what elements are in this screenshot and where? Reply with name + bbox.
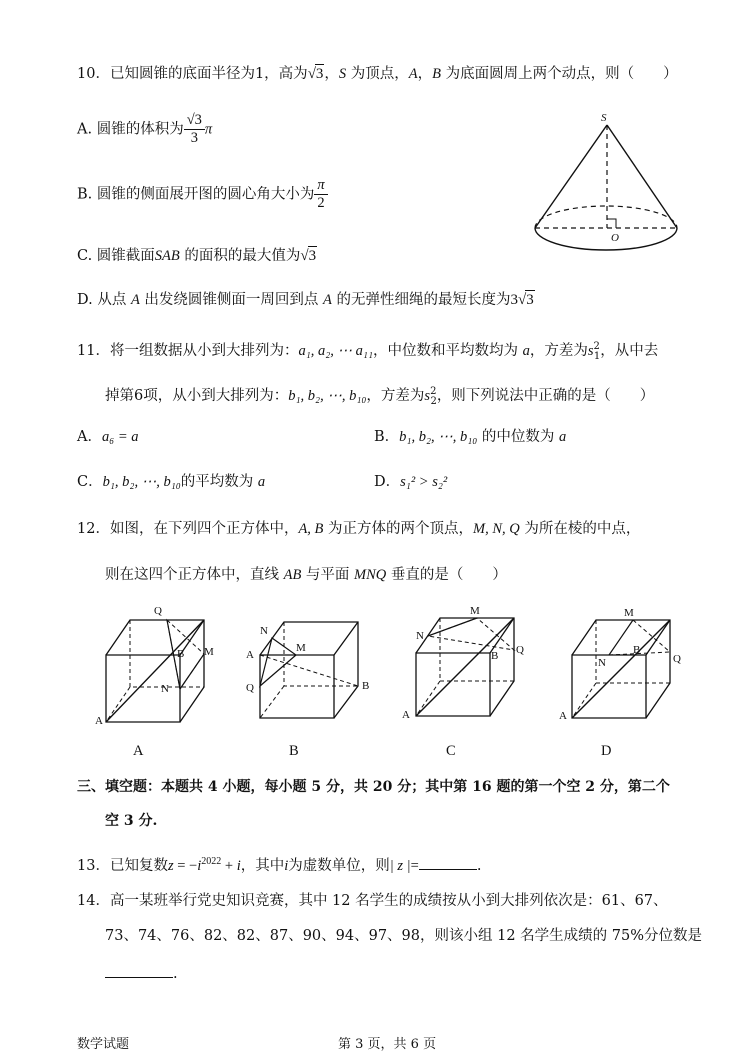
cube-c-caption: C — [446, 743, 456, 759]
cube-a-label-m: M — [204, 646, 214, 658]
cube-d-label-b: B — [633, 644, 641, 656]
section3-heading-line2: 空 3 分. — [105, 813, 158, 829]
q14-answer-line: . — [105, 961, 178, 983]
cube-a-caption: A — [133, 743, 144, 759]
cube-c-label-b: B — [491, 650, 499, 662]
cube-a-label-n: N — [161, 683, 169, 695]
cube-c-label-n: N — [416, 630, 424, 642]
footer-subject: 数学试题 — [77, 1037, 130, 1052]
cube-d-caption: D — [601, 743, 612, 759]
section3-heading: 三、填空题：本题共 4 小题，每小题 5 分，共 20 分；其中第 16 题的第一个空 2 分，第二个 — [77, 779, 670, 795]
q14-answer-blank[interactable] — [105, 961, 173, 978]
cube-b-label-m: M — [296, 642, 306, 654]
q12-stem: 12．如图，在下列四个正方体中，A, B 为正方体的两个顶点，M, N, Q 为所在棱的中点， — [77, 521, 641, 537]
q10-option-d: D. 从点 A 出发绕圆锥侧面一周回到点 A 的无弹性细绳的最短长度为3√3 — [77, 292, 534, 308]
q14-stem-line1: 14．高一某班举行党史知识竞赛，其中 12 名学生的成绩按从小到大排列依次是：61、67、 — [77, 893, 668, 909]
cube-d-label-n: N — [598, 657, 606, 669]
q12-stem-line2: 则在这四个正方体中，直线 AB 与平面 MNQ 垂直的是（ ） — [105, 567, 507, 583]
q11-option-c: C．b₁, b₂, ⋯, b₁₀的平均数为 a — [77, 474, 266, 490]
cube-a-label-a: A — [95, 715, 103, 727]
cube-b-label-a: A — [246, 649, 254, 661]
q11-stem-line2: 掉第6项，从小到大排列为：b₁, b₂, ⋯, b₁₀，方差为$s^2_2$，则下列说法中正确的是（ ） — [105, 386, 655, 407]
q11-stem: 11．将一组数据从小到大排列为：a₁, a₂, ⋯ a₁₁，中位数和平均数均为 a，方差为$s^2_1$，从中去 — [77, 341, 659, 362]
cube-b-label-q: Q — [246, 682, 254, 694]
q11-option-d: D．s₁² > s₂² — [374, 474, 448, 490]
q14-stem-line2: 73、74、76、82、82、87、90、94、97、98，则该小组 12 名学生成绩的 75%分位数是 — [105, 928, 703, 944]
cube-c-label-a: A — [402, 709, 410, 721]
cube-d-label-q: Q — [673, 653, 681, 665]
q11-option-a: A．a₆ = a — [77, 429, 139, 445]
cube-c-label-m: M — [470, 605, 480, 617]
cone-label-s: S — [601, 112, 607, 124]
cone-label-o: O — [611, 232, 619, 244]
cube-a-label-q: Q — [154, 605, 162, 617]
q10-stem: 10．已知圆锥的底面半径为1，高为√3，S 为顶点，A，B 为底面圆周上两个动点，则（ ） — [77, 66, 678, 82]
cube-d-label-m: M — [624, 607, 634, 619]
q10-option-b: B. 圆锥的侧面展开图的圆心角大小为 $\frac{\pi}{2}$ — [77, 177, 328, 212]
q10-option-c: C. 圆锥截面SAB 的面积的最大值为√3 — [77, 248, 317, 264]
cube-d-label-a: A — [559, 710, 567, 722]
cube-b-label-b: B — [362, 680, 370, 692]
cube-b-label-n: N — [260, 625, 268, 637]
q11-option-b: B．b₁, b₂, ⋯, b₁₀ 的中位数为 a — [374, 429, 567, 445]
q10-option-a: A. 圆锥的体积为 $\frac{√3}{3}$ π — [77, 112, 213, 146]
cube-c-label-q: Q — [516, 644, 524, 656]
q13-answer-blank[interactable] — [419, 869, 477, 870]
q13-stem: 13．已知复数$z = -i^{2022} + i$，其中i为虚数单位，则| z |= . — [77, 856, 482, 874]
cube-b-caption: B — [289, 743, 299, 759]
footer-page-number: 第 3 页，共 6 页 — [338, 1037, 437, 1052]
cube-a-label-b: B — [177, 648, 185, 660]
